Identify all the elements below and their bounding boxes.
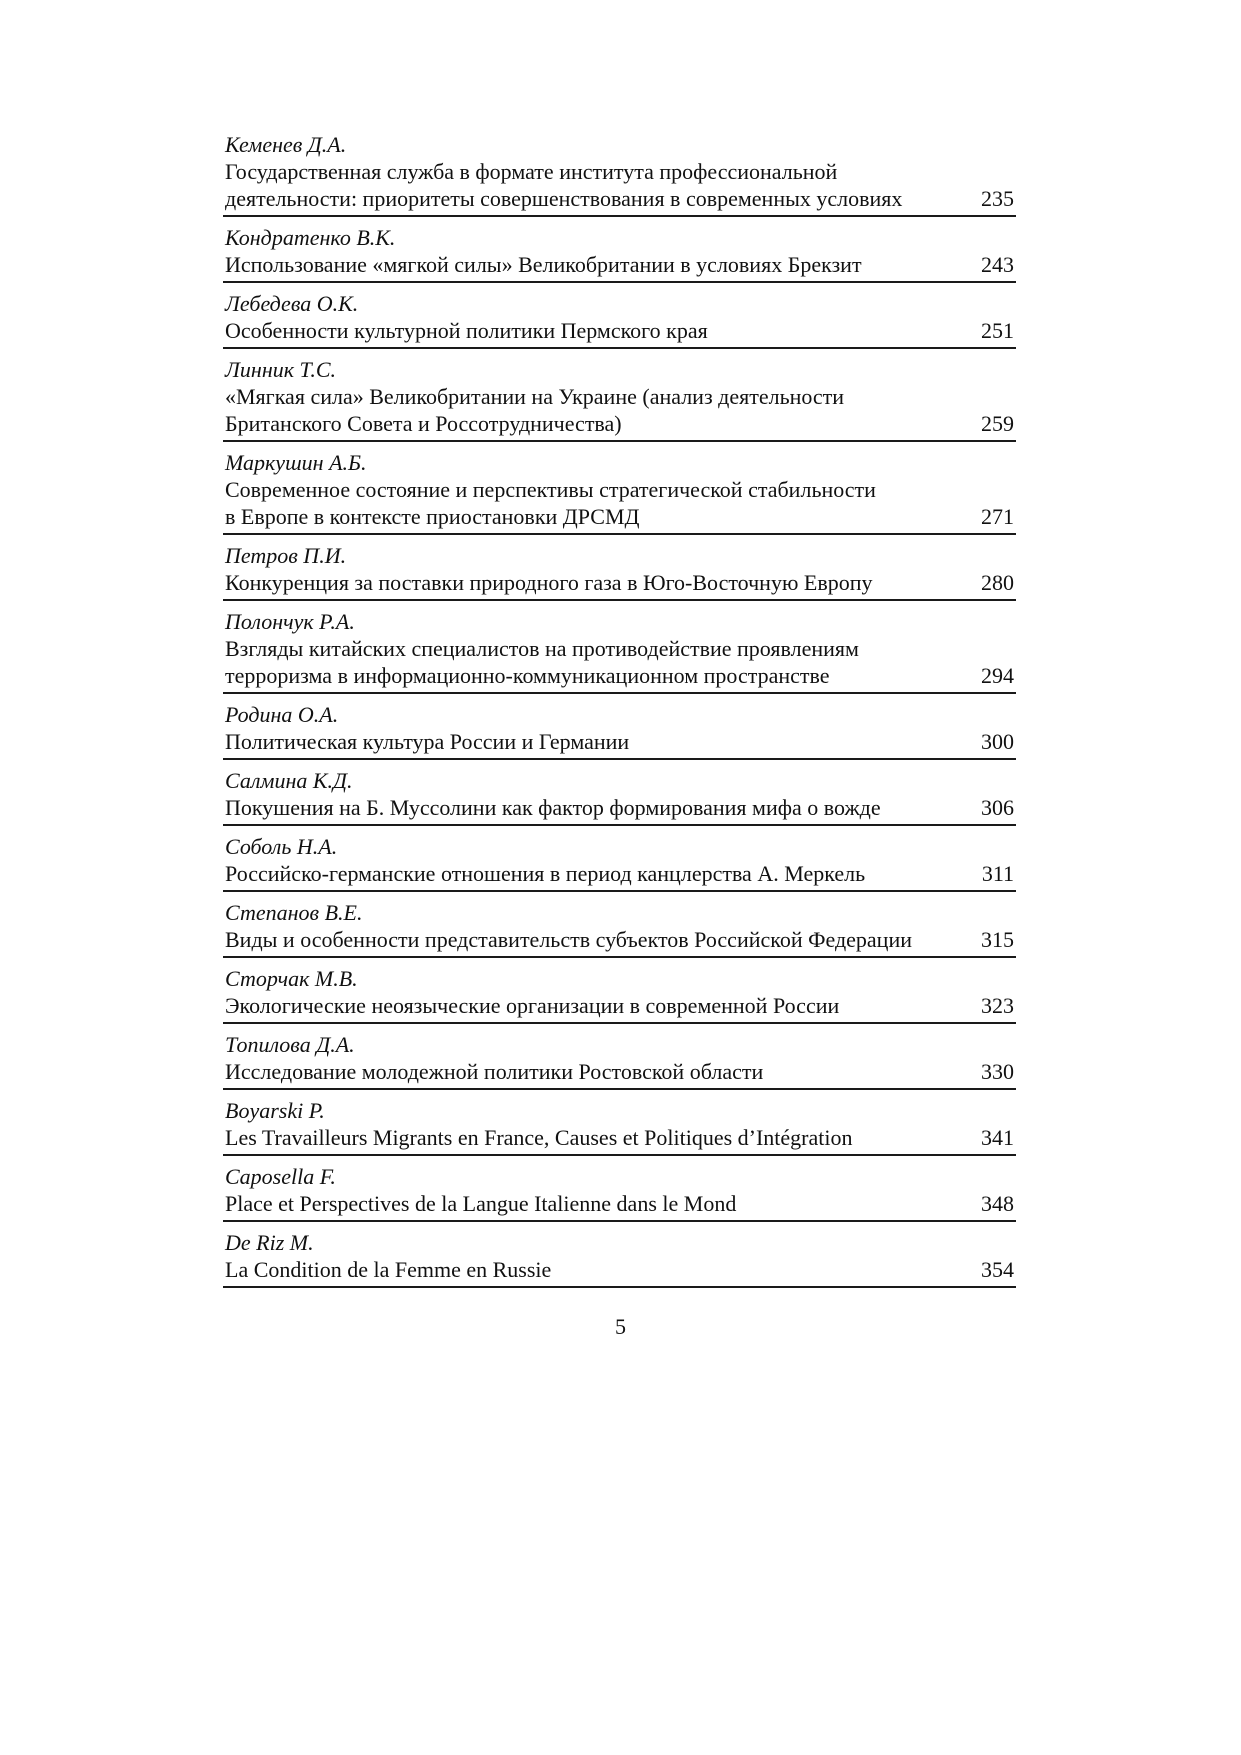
entry-title-line: Использование «мягкой силы» Великобритании в условиях Брекзит — [225, 252, 862, 277]
entry-title — [223, 383, 954, 437]
entry-author: Топилова Д.А. — [225, 1032, 355, 1057]
entry-page-number: 243 — [981, 252, 1014, 277]
entry-title — [223, 635, 954, 689]
toc-entry — [223, 1162, 1016, 1222]
entry-author: Линник Т.С. — [225, 357, 337, 382]
entry-page-number: 341 — [981, 1125, 1014, 1150]
entry-title-line: деятельности: приоритеты совершенствования в современных условиях — [225, 186, 903, 211]
entry-title — [223, 1190, 954, 1217]
entry-author: Салмина К.Д. — [225, 768, 353, 793]
entry-title-line: Государственная служба в формате института профессиональной — [225, 159, 838, 184]
toc-entry — [223, 130, 1016, 217]
toc-entry — [223, 541, 1016, 601]
toc-entry — [223, 964, 1016, 1024]
entry-title — [223, 1058, 954, 1085]
entry-title — [223, 1124, 954, 1151]
entry-title — [223, 251, 954, 278]
entry-body — [223, 1256, 1016, 1283]
entry-title — [223, 317, 954, 344]
entry-title-line: La Condition de la Femme en Russie — [225, 1257, 552, 1282]
entry-title-line: Современное состояние и перспективы стратегической стабильности — [225, 477, 876, 502]
entry-title — [223, 728, 954, 755]
entry-author: Сторчак М.В. — [225, 966, 358, 991]
entry-title-line: Конкуренция за поставки природного газа в Юго-Восточную Европу — [225, 570, 873, 595]
entry-author: Boyarski P. — [225, 1098, 325, 1123]
entry-page-number: 251 — [981, 318, 1014, 343]
toc-entry — [223, 700, 1016, 760]
entry-title-line: терроризма в информационно-коммуникационном пространстве — [225, 663, 830, 688]
entry-page-number: 330 — [981, 1059, 1014, 1084]
entry-title-line: Взгляды китайских специалистов на противодействие проявлениям — [225, 636, 859, 661]
entry-title-line: в Европе в контексте приостановки ДРСМД — [225, 504, 640, 529]
entry-body — [223, 1058, 1016, 1085]
entry-title-line: Покушения на Б. Муссолини как фактор формирования мифа о вожде — [225, 795, 881, 820]
toc-entry — [223, 1030, 1016, 1090]
toc-entry — [223, 448, 1016, 535]
entry-author: Полончук Р.А. — [225, 609, 355, 634]
toc-entry — [223, 766, 1016, 826]
entry-title-line: Российско-германские отношения в период канцлерства А. Меркель — [225, 861, 866, 886]
entry-page-number: 300 — [981, 729, 1014, 754]
entry-title-line: Les Travailleurs Migrants en France, Causes et Politiques d’Intégration — [225, 1125, 853, 1150]
entry-title-line: Place et Perspectives de la Langue Italienne dans le Mond — [225, 1191, 737, 1216]
entry-title — [223, 992, 954, 1019]
entry-body — [223, 926, 1016, 953]
entry-author: Кеменев Д.А. — [225, 132, 347, 157]
entry-body — [223, 1190, 1016, 1217]
toc-entry — [223, 832, 1016, 892]
page-number: 5 — [615, 1314, 626, 1339]
entry-page-number: 311 — [981, 861, 1014, 886]
entry-body — [223, 794, 1016, 821]
toc-entry — [223, 1096, 1016, 1156]
entry-body — [223, 158, 1016, 212]
entry-body — [223, 728, 1016, 755]
entry-author: Петров П.И. — [225, 543, 347, 568]
entry-title-line: Экологические неоязыческие организации в современной России — [225, 993, 840, 1018]
entry-author: Родина О.А. — [225, 702, 339, 727]
entry-page-number: 306 — [981, 795, 1014, 820]
entry-author: Лебедева О.К. — [225, 291, 359, 316]
entry-body — [223, 1124, 1016, 1151]
entry-body — [223, 383, 1016, 437]
entry-author: De Riz M. — [225, 1230, 314, 1255]
toc-entry — [223, 355, 1016, 442]
entry-title — [223, 158, 954, 212]
entry-page-number: 259 — [981, 411, 1014, 436]
entry-author: Кондратенко В.К. — [225, 225, 396, 250]
entry-title-line: Политическая культура России и Германии — [225, 729, 630, 754]
toc-entry — [223, 289, 1016, 349]
entry-body — [223, 992, 1016, 1019]
table-of-contents — [223, 130, 1016, 1294]
entry-author: Соболь Н.А. — [225, 834, 338, 859]
entry-body — [223, 317, 1016, 344]
entry-title-line: Исследование молодежной политики Ростовской области — [225, 1059, 764, 1084]
entry-page-number: 354 — [981, 1257, 1014, 1282]
entry-page-number: 235 — [981, 186, 1014, 211]
entry-body — [223, 476, 1016, 530]
entry-title — [223, 569, 954, 596]
entry-body — [223, 635, 1016, 689]
entry-body — [223, 569, 1016, 596]
toc-entry — [223, 898, 1016, 958]
entry-author: Степанов В.Е. — [225, 900, 363, 925]
entry-page-number: 294 — [981, 663, 1014, 688]
entry-title — [223, 860, 954, 887]
entry-title-line: «Мягкая сила» Великобритании на Украине (анализ деятельности — [225, 384, 845, 409]
entry-body — [223, 251, 1016, 278]
entry-title — [223, 1256, 954, 1283]
entry-body — [223, 860, 1016, 887]
entry-author: Caposella F. — [225, 1164, 336, 1189]
entry-page-number: 271 — [981, 504, 1014, 529]
entry-title-line: Британского Совета и Россотрудничества) — [225, 411, 622, 436]
entry-page-number: 280 — [981, 570, 1014, 595]
entry-page-number: 315 — [981, 927, 1014, 952]
entry-page-number: 348 — [981, 1191, 1014, 1216]
toc-entry — [223, 1228, 1016, 1288]
entry-title-line: Виды и особенности представительств субъектов Российской Федерации — [225, 927, 912, 952]
toc-entry — [223, 223, 1016, 283]
entry-page-number: 323 — [981, 993, 1014, 1018]
entry-title — [223, 476, 954, 530]
entry-title — [223, 794, 954, 821]
toc-entry — [223, 607, 1016, 694]
entry-title — [223, 926, 954, 953]
entry-author: Маркушин А.Б. — [225, 450, 367, 475]
entry-title-line: Особенности культурной политики Пермского края — [225, 318, 708, 343]
